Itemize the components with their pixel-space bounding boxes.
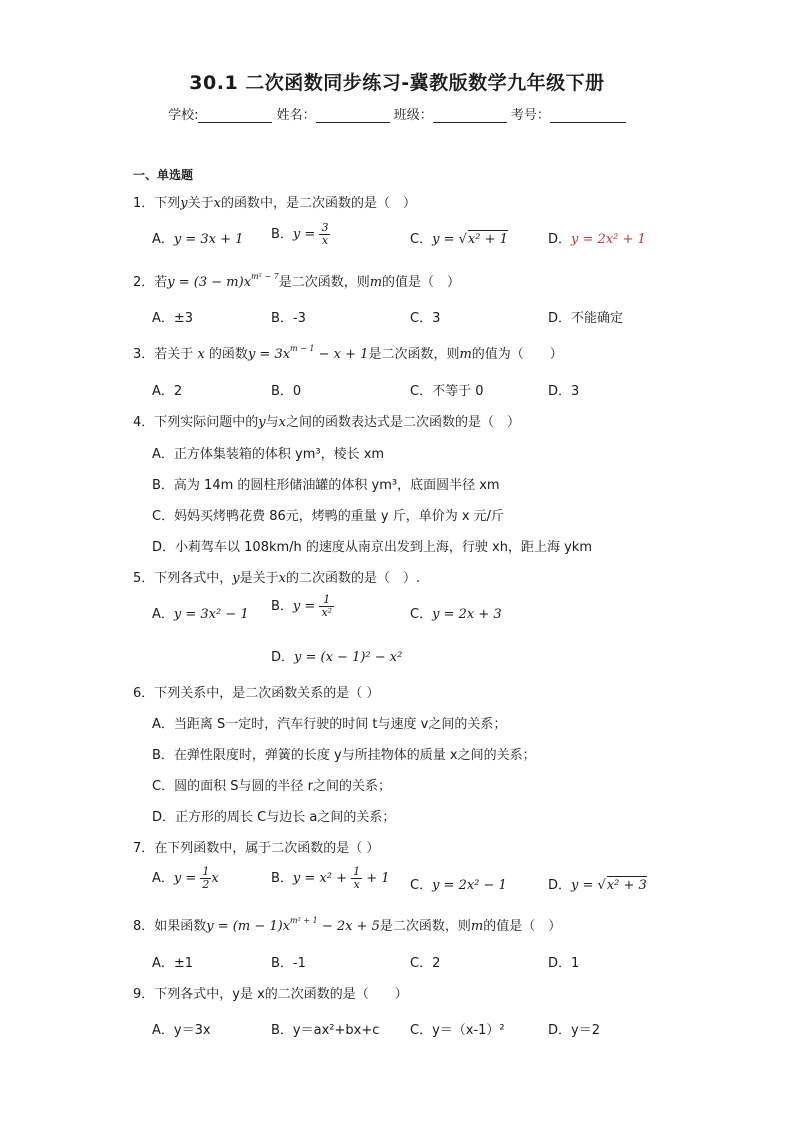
sqrt-sign: √	[597, 878, 606, 893]
option-label: A．	[152, 232, 174, 247]
option-label: A．	[152, 1023, 174, 1038]
math-var: m	[459, 347, 472, 362]
fraction	[319, 594, 334, 619]
option-expr: ±1	[173, 956, 194, 971]
q2-option-d	[548, 307, 623, 326]
math-var: x	[278, 415, 287, 430]
question-text: 的函数	[208, 347, 248, 362]
option-expr: y = x² +	[292, 871, 347, 886]
option-expr: 2	[432, 956, 441, 971]
math-expr: y = (m − 1)x	[206, 919, 291, 934]
exam-number-label: 考号：	[510, 108, 550, 123]
option-text: 正方体集装箱的体积 ym³，棱长 xm	[173, 447, 385, 462]
q6-option-b	[152, 744, 536, 763]
q4-option-c	[152, 505, 504, 524]
q9-option-a	[152, 1019, 211, 1038]
option-label: B．	[271, 227, 293, 242]
option-expr: 1	[571, 956, 580, 971]
option-text: 当距离 S一定时，汽车行驶的时间 t与速度 v之间的关系；	[173, 717, 507, 732]
question-text: 下列关系中，是二次函数关系的是（ ）	[154, 686, 380, 701]
math-var: m	[369, 275, 383, 290]
question-text: 在下列函数中，属于二次函数的是（ ）	[154, 841, 380, 856]
option-expr: y =	[292, 227, 316, 242]
denominator: 2	[202, 878, 210, 891]
option-expr: y = 2x² + 1	[571, 232, 646, 247]
q3-option-c	[410, 380, 483, 399]
math-var: y	[258, 415, 266, 430]
q1-option-c	[410, 228, 508, 247]
option-label: B．	[152, 478, 174, 493]
math-var: x	[197, 347, 205, 362]
option-text: 圆的面积 S与圆的半径 r之间的关系；	[174, 779, 391, 794]
q1-option-d	[548, 228, 646, 247]
question-9	[133, 983, 408, 1002]
q6-option-c	[152, 775, 391, 794]
option-label: D．	[548, 878, 572, 893]
option-expr: ±3	[173, 311, 194, 326]
option-expr: 3	[432, 311, 441, 326]
option-expr: y = 2x + 3	[432, 607, 502, 622]
option-expr: y = (x − 1)² − x²	[294, 650, 403, 665]
q5-option-d	[271, 646, 402, 665]
q3-option-b	[271, 380, 301, 399]
question-text: 若	[154, 275, 168, 290]
option-label: A．	[152, 871, 174, 886]
q9-option-c	[410, 1019, 505, 1038]
option-label: B．	[271, 871, 293, 886]
q3-option-a	[152, 380, 182, 399]
exponent: m² − 7	[251, 272, 279, 281]
numerator: 1	[319, 594, 334, 607]
option-label: C．	[152, 779, 175, 794]
option-expr: y =	[432, 232, 455, 247]
option-label: D．	[152, 810, 176, 825]
option-expr: y＝3x	[173, 1023, 211, 1038]
q5-option-c	[410, 603, 502, 622]
option-label: B．	[271, 1023, 293, 1038]
question-text: 是二次函数，则	[368, 347, 460, 362]
math-expr: y = (3 − m)x	[167, 275, 252, 290]
option-expr: y＝2	[571, 1023, 600, 1038]
question-number: 3．	[133, 347, 155, 362]
question-number: 7．	[133, 841, 155, 856]
question-text: 是二次函数，则	[379, 919, 471, 934]
option-label: D．	[548, 1023, 572, 1038]
option-expr: 3	[571, 384, 580, 399]
question-text: 的值是（ ）	[382, 275, 461, 290]
denominator: x²	[321, 606, 333, 619]
exam-number-blank	[550, 108, 626, 123]
option-expr: y = 3x² − 1	[173, 607, 249, 622]
option-expr: y = 3x + 1	[173, 232, 244, 247]
q7-option-a	[152, 866, 219, 891]
option-label: A．	[152, 607, 174, 622]
option-expr: y =	[292, 599, 316, 614]
option-expr: 0	[292, 384, 302, 399]
question-text: 关于	[187, 196, 214, 211]
q1-option-a	[152, 228, 243, 247]
question-text: 之间的函数表达式是二次函数的是（ ）	[286, 415, 521, 430]
option-label: C．	[410, 607, 433, 622]
name-blank	[316, 108, 390, 123]
option-label: C．	[410, 956, 433, 971]
math-var: m	[470, 919, 484, 934]
q5-option-b	[271, 594, 334, 619]
school-blank	[198, 108, 272, 123]
question-text: 若关于	[154, 347, 194, 362]
question-text: 的二次函数的是（ ）.	[286, 571, 421, 586]
option-expr: x	[211, 871, 219, 886]
option-expr: y＝（x-1）²	[432, 1023, 505, 1038]
option-expr: 2	[173, 384, 183, 399]
question-7	[133, 837, 379, 856]
q9-option-b	[271, 1019, 379, 1038]
option-expr: y =	[571, 878, 594, 893]
question-8	[133, 915, 561, 934]
fraction	[319, 222, 330, 247]
option-text: 妈妈买烤鸭花费 86元，烤鸭的重量 y 斤，单价为 x 元/斤	[174, 509, 505, 524]
option-label: C．	[410, 1023, 433, 1038]
option-label: D．	[548, 232, 572, 247]
denominator: x	[353, 878, 360, 891]
option-label: B．	[271, 956, 293, 971]
option-expr: 不等于 0	[432, 384, 484, 399]
option-label: A．	[152, 311, 174, 326]
question-number: 8．	[133, 919, 155, 934]
option-expr: + 1	[366, 871, 390, 886]
question-number: 4．	[133, 415, 155, 430]
exponent: m² + 1	[290, 916, 318, 925]
question-number: 5．	[133, 571, 155, 586]
question-6	[133, 682, 379, 701]
option-label: A．	[152, 384, 174, 399]
option-label: D．	[271, 650, 295, 665]
option-expr: -3	[292, 311, 306, 326]
question-text: 下列各式中，y是 x的二次函数的是（ ）	[154, 987, 408, 1002]
numerator: 1	[202, 865, 210, 878]
math-expr: y = 3x	[247, 347, 291, 362]
math-var: y	[180, 196, 188, 211]
math-var: x	[213, 196, 222, 211]
option-text: 小莉驾车以 108km/h 的速度从南京出发到上海，行驶 xh，距上海 ykm	[175, 540, 592, 555]
denominator: x	[321, 234, 329, 247]
question-text: 如果函数	[154, 919, 207, 934]
numerator: 1	[353, 865, 361, 878]
option-text: 在弹性限度时，弹簧的长度 y与所挂物体的质量 x之间的关系；	[173, 748, 536, 763]
q3-option-d	[548, 380, 579, 399]
exponent: m − 1	[290, 344, 315, 353]
option-label: D．	[548, 311, 572, 326]
question-text: 的值是（ ）	[483, 919, 562, 934]
q1-option-b	[271, 222, 330, 247]
q5-option-a	[152, 603, 249, 622]
q2-option-b	[271, 307, 306, 326]
option-label: C．	[152, 509, 175, 524]
student-info-line	[0, 104, 794, 123]
class-blank	[433, 108, 507, 123]
option-label: B．	[271, 384, 293, 399]
option-expr: y＝ax²+bx+c	[292, 1023, 380, 1038]
q7-option-d	[548, 874, 647, 893]
q8-option-d	[548, 952, 579, 971]
numerator: 3	[321, 221, 329, 234]
question-3	[133, 343, 563, 362]
q2-option-c	[410, 307, 440, 326]
question-number: 9．	[133, 987, 155, 1002]
option-label: A．	[152, 956, 174, 971]
option-label: D．	[548, 384, 572, 399]
q4-option-b	[152, 474, 500, 493]
option-expr: y =	[173, 871, 197, 886]
option-expr: 不能确定	[571, 311, 624, 326]
q4-option-a	[152, 443, 384, 462]
q8-option-a	[152, 952, 193, 971]
question-4	[133, 411, 520, 430]
fraction	[200, 866, 211, 891]
sqrt-sign: √	[458, 232, 467, 247]
school-label: 学校:	[168, 108, 199, 123]
q6-option-a	[152, 713, 506, 732]
q8-option-c	[410, 952, 440, 971]
question-2	[133, 271, 460, 290]
option-label: D．	[548, 956, 572, 971]
option-text: 正方形的周长 C与边长 a之间的关系；	[175, 810, 396, 825]
question-text: 的函数中，是二次函数的是（ ）	[221, 196, 417, 211]
question-text: 下列实际问题中的	[154, 415, 259, 430]
q7-option-b	[271, 866, 390, 891]
option-label: B．	[152, 748, 174, 763]
q9-option-d	[548, 1019, 600, 1038]
q2-option-a	[152, 307, 193, 326]
option-expr: y = 2x² − 1	[432, 878, 507, 893]
option-label: C．	[410, 232, 433, 247]
question-text: 是关于	[239, 571, 279, 586]
option-label: B．	[271, 599, 293, 614]
question-text: 下列各式中，	[154, 571, 233, 586]
question-text: 下列	[154, 196, 181, 211]
option-label: B．	[271, 311, 293, 326]
math-var: y	[232, 571, 240, 586]
q4-option-d	[152, 536, 592, 555]
math-var: x	[278, 571, 287, 586]
option-expr: -1	[292, 956, 306, 971]
option-label: A．	[152, 447, 174, 462]
name-label: 姓名：	[276, 108, 316, 123]
question-text: 是二次函数，则	[278, 275, 370, 290]
q8-option-b	[271, 952, 306, 971]
option-label: C．	[410, 311, 433, 326]
q6-option-d	[152, 806, 395, 825]
class-label: 班级：	[393, 108, 433, 123]
question-1	[133, 192, 416, 211]
option-text: 高为 14m 的圆柱形储油罐的体积 ym³，底面圆半径 xm	[173, 478, 500, 493]
question-number: 1．	[133, 196, 155, 211]
option-label: A．	[152, 717, 174, 732]
option-label: D．	[152, 540, 176, 555]
page-title: 30.1 二次函数同步练习-冀教版数学九年级下册	[189, 72, 605, 94]
question-text: 与	[265, 415, 279, 430]
option-label: C．	[410, 878, 433, 893]
question-number: 2．	[133, 275, 155, 290]
option-label: C．	[410, 384, 433, 399]
question-text: 的值为（ ）	[471, 347, 563, 362]
section-heading: 一、单选题	[133, 168, 194, 182]
radicand: x² + 1	[467, 232, 508, 247]
math-expr: − x + 1	[314, 347, 369, 362]
question-5	[133, 567, 420, 586]
math-expr: − 2x + 5	[317, 919, 380, 934]
q7-option-c	[410, 874, 507, 893]
fraction	[351, 866, 362, 891]
radicand: x² + 3	[606, 878, 647, 893]
question-number: 6．	[133, 686, 155, 701]
